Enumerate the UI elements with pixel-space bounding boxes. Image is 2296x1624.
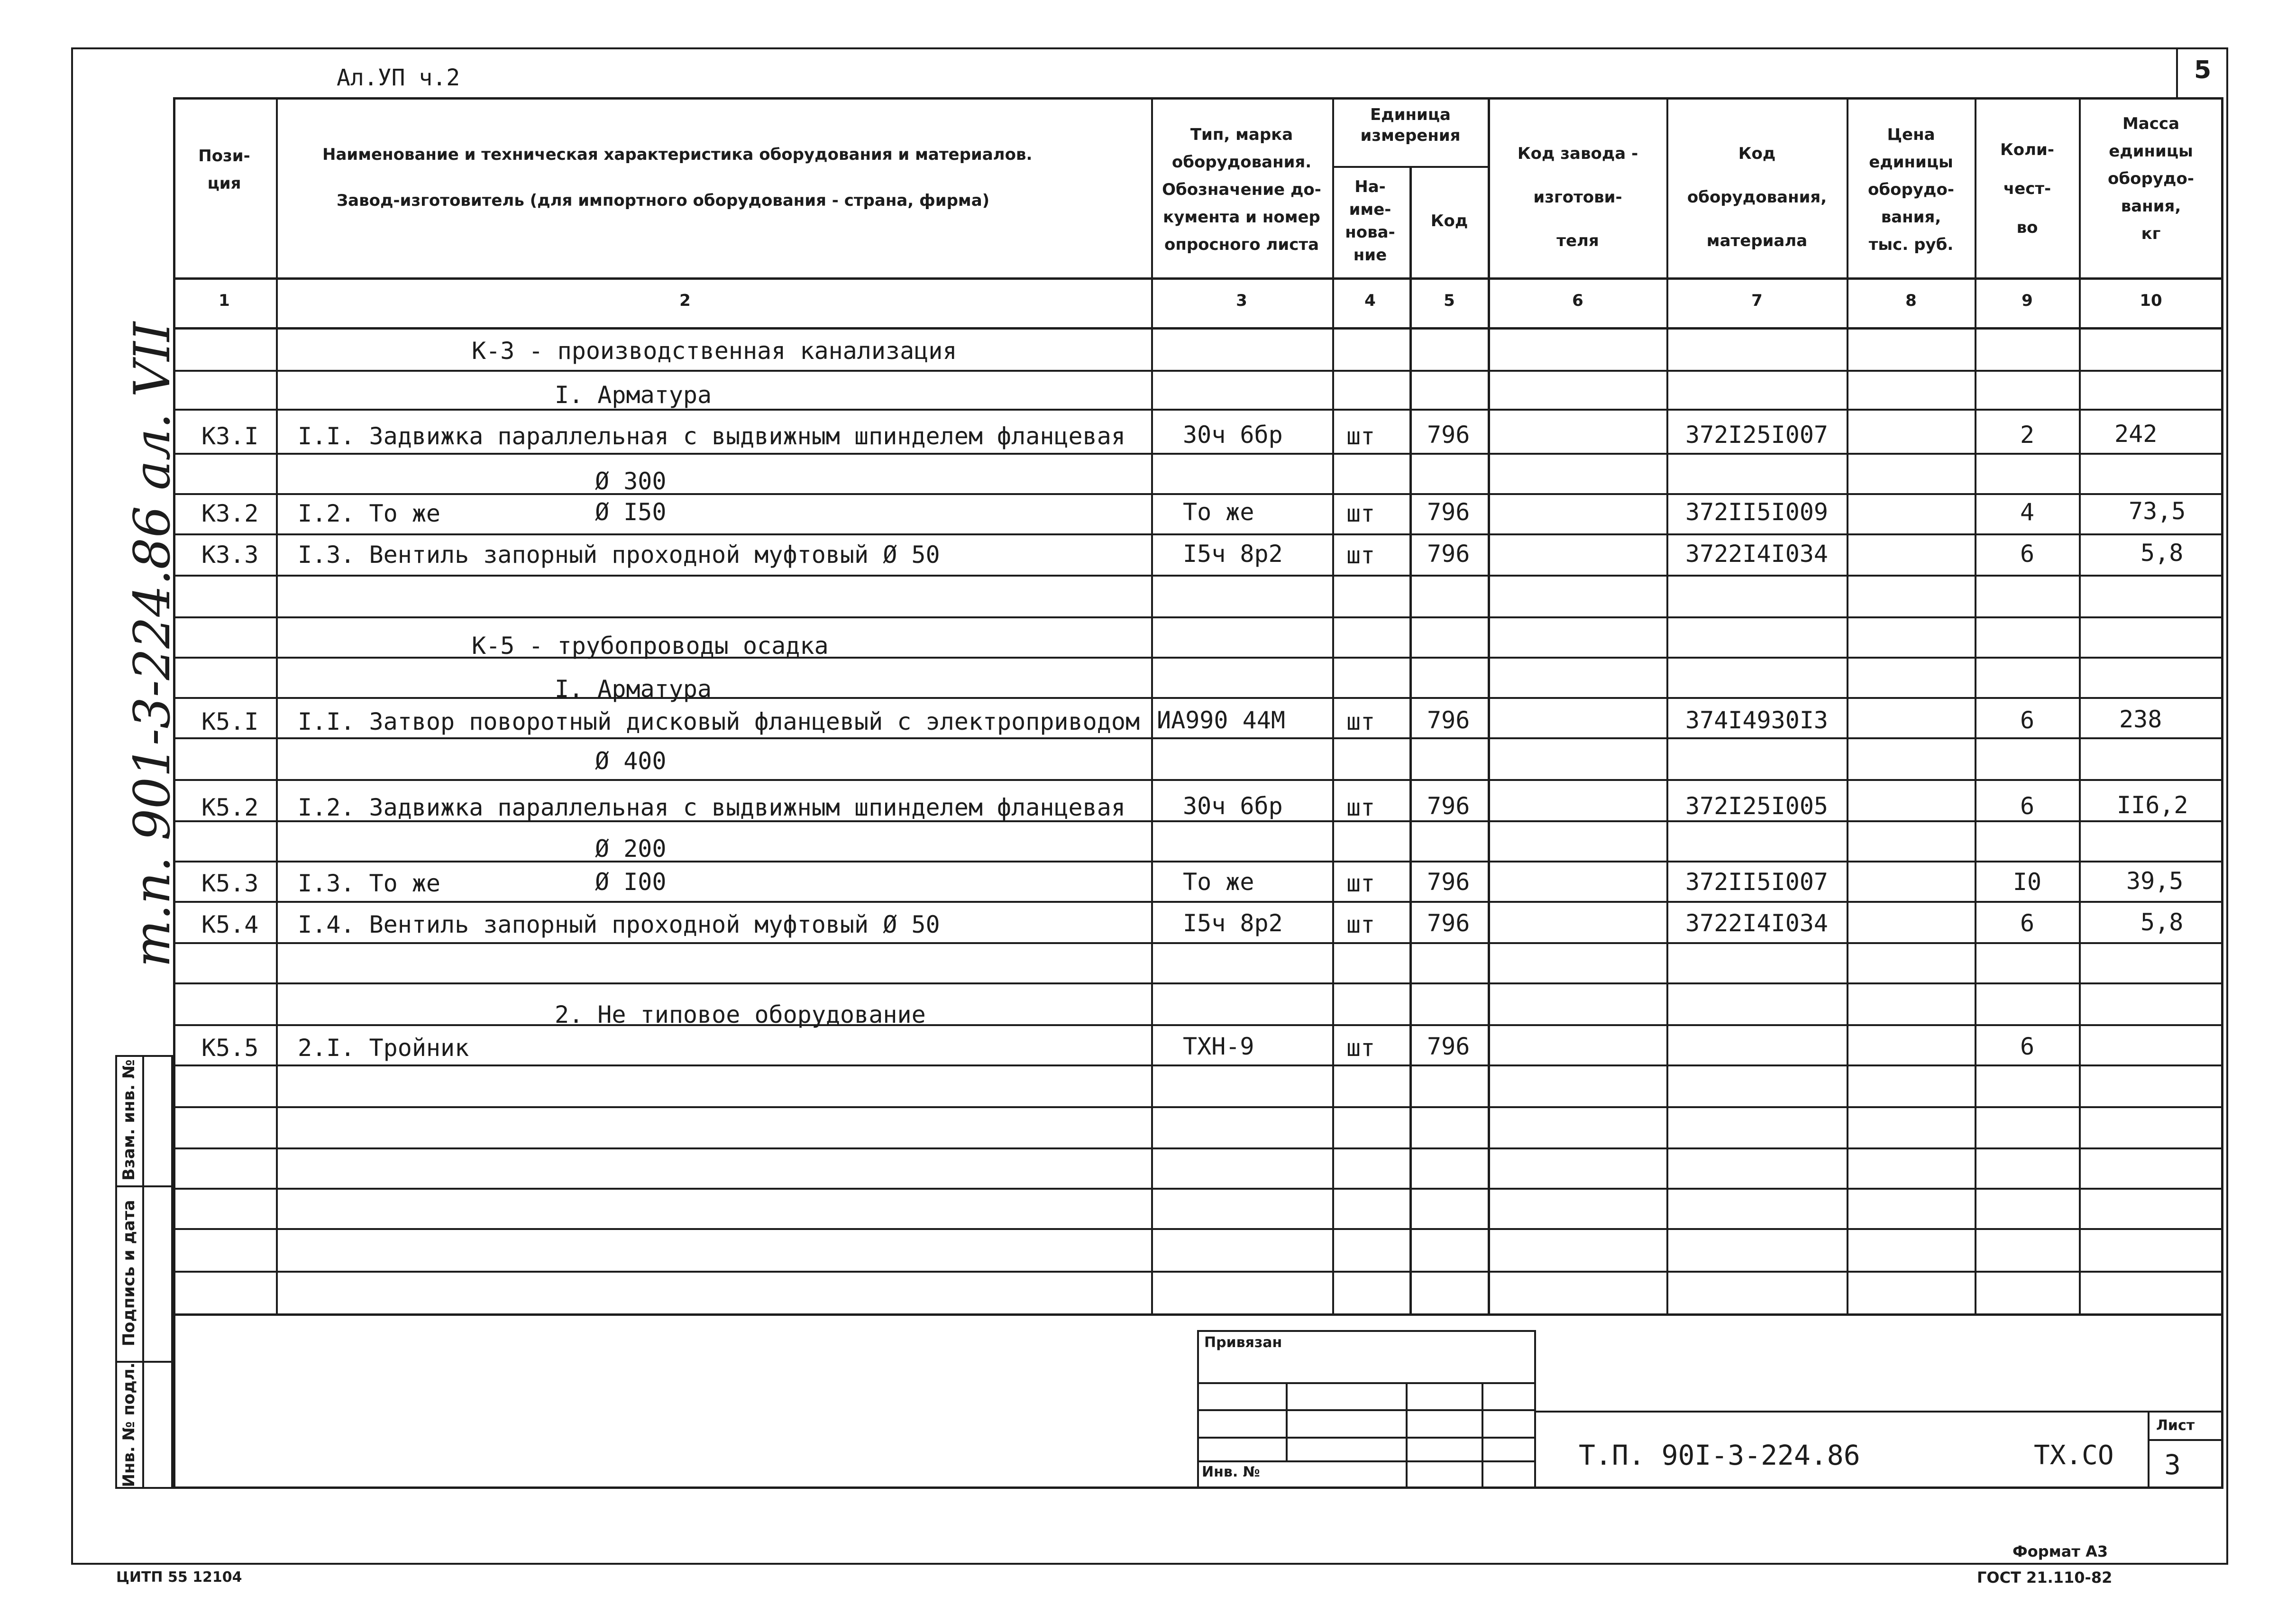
- section-title: К-3 - производственная канализация: [472, 337, 957, 365]
- unit-code-cell: 796: [1427, 1033, 1470, 1060]
- type-cell: ТХН-9: [1183, 1033, 1254, 1060]
- sheet-number-divider: [2148, 1411, 2150, 1489]
- binding-stamp-line: [1197, 1437, 1536, 1439]
- side-label-original-inv: Инв. № подл.: [119, 1362, 138, 1487]
- type-cell: 30ч 6бр: [1183, 421, 1283, 449]
- sheet-label: Ал.УП ч.2: [337, 64, 460, 91]
- unit-code-cell: 796: [1427, 498, 1470, 526]
- unit-cell: шт: [1346, 911, 1375, 938]
- mass-cell: 238: [2119, 706, 2162, 733]
- mass-cell: 5,8: [2140, 908, 2184, 936]
- col-number: 1: [219, 291, 230, 310]
- binding-stamp-line: [1197, 1382, 1536, 1384]
- quantity-cell: 6: [2020, 706, 2035, 734]
- page-number: 5: [2194, 56, 2212, 84]
- side-label-signature-date: Подпись и дата: [119, 1200, 138, 1347]
- name-continuation: Ø 200: [595, 835, 667, 862]
- row-line: [173, 575, 2223, 577]
- mass-cell: 5,8: [2140, 539, 2184, 567]
- side-panel-inner-line: [142, 1055, 144, 1489]
- unit-cell: шт: [1346, 500, 1375, 527]
- unit-cell: шт: [1346, 422, 1375, 450]
- name-cell: 2.I. Тройник: [298, 1034, 469, 1062]
- row-line: [173, 861, 2223, 862]
- col-number: 9: [2022, 291, 2033, 310]
- table-body-bottom: [173, 1313, 2223, 1316]
- quantity-cell: 6: [2020, 540, 2035, 568]
- section-title: 2. Не типовое оборудование: [555, 1001, 926, 1028]
- row-line: [173, 737, 2223, 739]
- material-code-cell: 372I25I005: [1685, 792, 1829, 820]
- type-cell: ИА990 44М: [1157, 706, 1285, 734]
- binding-label: Привязан: [1204, 1334, 1282, 1351]
- type-cell: То же: [1183, 498, 1254, 526]
- material-code-cell: 3722I4I034: [1685, 540, 1829, 568]
- subsection-title: I. Арматура: [555, 381, 712, 409]
- quantity-cell: I0: [2012, 868, 2042, 896]
- header-unit-code: Код: [1430, 211, 1468, 230]
- quantity-cell: 4: [2020, 498, 2035, 526]
- binding-stamp-line: [1197, 1409, 1536, 1411]
- section-title: К-5 - трубопроводы осадка: [472, 632, 829, 660]
- row-line: [173, 1024, 2223, 1026]
- col-number: 10: [2140, 291, 2162, 310]
- name-cell: I.3. То же: [298, 870, 441, 897]
- row-line: [173, 493, 2223, 495]
- unit-code-cell: 796: [1427, 868, 1470, 896]
- unit-code-cell: 796: [1427, 540, 1470, 568]
- document-code: ТХ.СО: [2034, 1440, 2114, 1471]
- row-line: [173, 533, 2223, 535]
- col-number: 7: [1751, 291, 1763, 310]
- name-cell: I.3. Вентиль запорный проходной муфтовый Ø 50: [298, 541, 940, 569]
- header-equipment-code: Код оборудования, материала: [1687, 144, 1827, 250]
- header-mass: Масса единицы оборудо- вания, кг: [2108, 114, 2194, 243]
- header-name-line2: Завод-изготовитель (для импортного оборудования - страна, фирма): [337, 191, 990, 210]
- position-cell: К3.3: [201, 541, 259, 569]
- quantity-cell: 6: [2020, 792, 2035, 820]
- header-name-line1: Наименование и техническая характеристика оборудования и материалов.: [322, 145, 1033, 164]
- name-cell: I.2. Задвижка параллельная с выдвижным шпинделем фланцевая: [298, 794, 1125, 821]
- col-line-6: [1666, 97, 1668, 1313]
- position-cell: К5.3: [201, 870, 259, 897]
- type-cell: То же: [1183, 868, 1254, 896]
- inventory-label: Инв. №: [1202, 1464, 1260, 1480]
- col-number: 6: [1572, 291, 1583, 310]
- name-cell: I.2. То же: [298, 500, 441, 527]
- handwritten-reference: т.п. 901-3-224.86 ал. VII: [123, 321, 181, 967]
- header-type: Тип, марка оборудования. Обозначение до- кумента и номер опросного листа: [1162, 125, 1321, 254]
- row-line: [173, 370, 2223, 372]
- mass-cell: 39,5: [2126, 867, 2184, 895]
- header-unit-name: На- име- нова- ние: [1345, 177, 1395, 265]
- row-line: [173, 779, 2223, 781]
- side-label-replaced-inv: Взам. инв. №: [119, 1059, 138, 1181]
- subsection-title: I. Арматура: [555, 675, 712, 703]
- material-code-cell: 372II5I009: [1685, 498, 1829, 526]
- footer-gost: ГОСТ 21.110-82: [1977, 1569, 2113, 1587]
- footer-format: Формат А3: [2012, 1542, 2108, 1560]
- sheet-number-line: [2148, 1439, 2223, 1441]
- binding-stamp-line: [1197, 1460, 1536, 1462]
- unit-cell: шт: [1346, 1034, 1375, 1062]
- footer-left: ЦИТП 55 12104: [116, 1569, 242, 1586]
- row-line: [173, 409, 2223, 411]
- sheet-label: Лист: [2156, 1417, 2195, 1434]
- col-number: 4: [1364, 291, 1376, 310]
- position-cell: К5.2: [201, 794, 259, 821]
- row-line: [173, 1271, 2223, 1273]
- position-cell: К3.2: [201, 500, 259, 527]
- row-line: [173, 1188, 2223, 1190]
- name-cell: I.I. Затвор поворотный дисковый фланцевый с электроприводом: [298, 708, 1140, 735]
- col-line-2: [1151, 97, 1153, 1313]
- mass-cell: II6,2: [2117, 791, 2188, 819]
- col-line-1: [276, 97, 278, 1313]
- unit-cell: шт: [1346, 541, 1375, 569]
- name-continuation: Ø 400: [595, 747, 667, 775]
- row-line: [173, 453, 2223, 455]
- quantity-cell: 6: [2020, 909, 2035, 937]
- position-cell: К5.4: [201, 911, 259, 938]
- col-line-9: [2079, 97, 2081, 1313]
- unit-code-cell: 796: [1427, 909, 1470, 937]
- position-cell: К5.5: [201, 1034, 259, 1062]
- mass-cell: 242: [2114, 420, 2158, 448]
- name-dimension: Ø I00: [595, 868, 667, 896]
- row-line: [173, 1064, 2223, 1066]
- header-plant-code: Код завода - изготови- теля: [1517, 144, 1638, 250]
- name-cell: I.4. Вентиль запорный проходной муфтовый Ø 50: [298, 911, 940, 938]
- binding-stamp-col: [1406, 1382, 1408, 1489]
- row-line: [173, 1147, 2223, 1149]
- col-line-5: [1488, 97, 1490, 1313]
- header-divider: [173, 277, 2223, 280]
- quantity-cell: 2: [2020, 421, 2035, 449]
- unit-code-cell: 796: [1427, 421, 1470, 449]
- project-number: Т.П. 90I-3-224.86: [1579, 1439, 1860, 1471]
- unit-cell: шт: [1346, 870, 1375, 897]
- sheet-number: 3: [2164, 1449, 2181, 1481]
- mass-cell: 73,5: [2129, 497, 2186, 525]
- title-block-top: [1536, 1411, 2223, 1413]
- col-line-7: [1847, 97, 1848, 1313]
- unit-code-cell: 796: [1427, 792, 1470, 820]
- quantity-cell: 6: [2020, 1033, 2035, 1060]
- row-line: [173, 901, 2223, 903]
- binding-stamp-col: [1286, 1382, 1288, 1460]
- name-cell: I.I. Задвижка параллельная с выдвижным шпинделем фланцевая: [298, 422, 1125, 450]
- material-code-cell: 3722I4I034: [1685, 909, 1829, 937]
- col-line-3: [1332, 97, 1334, 1313]
- binding-stamp-col: [1482, 1382, 1483, 1489]
- material-code-cell: 372II5I007: [1685, 868, 1829, 896]
- name-continuation: Ø 300: [595, 468, 667, 495]
- header-price: Цена единицы оборудо- вания, тыс. руб.: [1868, 125, 1954, 254]
- header-unit-group: Единица измерения: [1360, 105, 1461, 145]
- col-number: 5: [1444, 291, 1455, 310]
- position-cell: К5.I: [201, 708, 259, 735]
- row-line: [173, 697, 2223, 699]
- material-code-cell: 372I25I007: [1685, 421, 1829, 449]
- col-number: 8: [1905, 291, 1917, 310]
- col-number: 3: [1236, 291, 1247, 310]
- row-line: [173, 982, 2223, 984]
- col-line-4: [1409, 166, 1412, 1313]
- header-number-divider: [173, 327, 2223, 330]
- col-number: 2: [679, 291, 691, 310]
- position-cell: К3.I: [201, 422, 259, 450]
- row-line: [173, 616, 2223, 618]
- type-cell: I5ч 8р2: [1183, 540, 1283, 568]
- type-cell: 30ч 6бр: [1183, 792, 1283, 820]
- side-panel-divider: [115, 1185, 173, 1187]
- type-cell: I5ч 8р2: [1183, 909, 1283, 937]
- col-line-8: [1975, 97, 1976, 1313]
- material-code-cell: 374I4930I3: [1685, 706, 1829, 734]
- header-quantity: Коли- чест- во: [2000, 140, 2054, 237]
- row-line: [173, 1106, 2223, 1108]
- row-line: [173, 1228, 2223, 1230]
- name-dimension: Ø I50: [595, 498, 667, 526]
- row-line: [173, 942, 2223, 944]
- unit-code-cell: 796: [1427, 706, 1470, 734]
- unit-cell: шт: [1346, 794, 1375, 821]
- header-position: Пози- ция: [198, 147, 250, 193]
- unit-cell: шт: [1346, 708, 1375, 735]
